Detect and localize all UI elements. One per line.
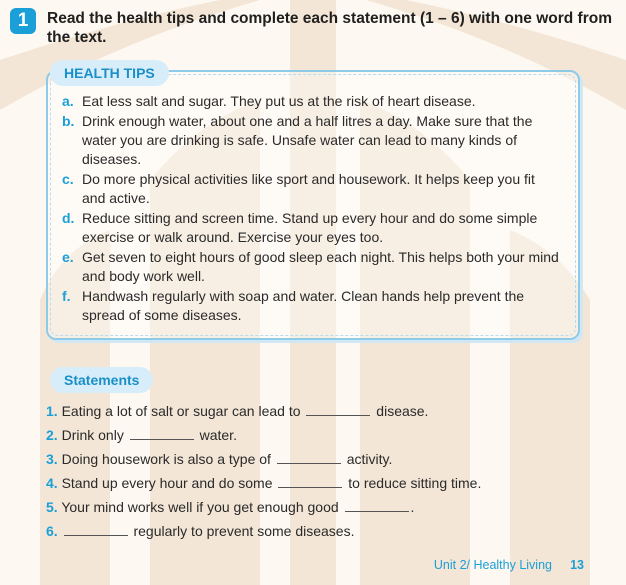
answer-blank[interactable] bbox=[278, 474, 342, 488]
tip-letter: c. bbox=[62, 171, 74, 187]
tip-text: Do more physical activities like sport and housework. It helps keep you fit and active. bbox=[82, 171, 535, 206]
statement-item-6 bbox=[46, 521, 606, 545]
tip-item-f bbox=[62, 287, 562, 325]
statements-list bbox=[46, 401, 606, 545]
answer-blank[interactable] bbox=[345, 498, 409, 512]
statement-text-after: activity. bbox=[346, 451, 393, 467]
tip-letter: f. bbox=[62, 288, 71, 304]
tip-letter: e. bbox=[62, 249, 74, 265]
statement-number: 3. bbox=[46, 451, 58, 467]
tip-text: Get seven to eight hours of good sleep each night. This helps both your mind and body work well. bbox=[82, 249, 559, 284]
answer-blank[interactable] bbox=[306, 402, 370, 416]
answer-blank[interactable] bbox=[277, 450, 341, 464]
statement-text-before: Doing housework is also a type of bbox=[61, 451, 271, 467]
footer-unit-label: Unit 2/ Healthy Living bbox=[433, 558, 552, 572]
statement-number: 5. bbox=[46, 499, 58, 515]
health-tips-label: HEALTH TIPS bbox=[50, 60, 169, 86]
tip-letter: a. bbox=[62, 93, 74, 109]
statement-text-after: . bbox=[410, 499, 415, 515]
statement-item-2 bbox=[46, 425, 606, 449]
statement-text-after: disease. bbox=[376, 403, 429, 419]
statement-item-4 bbox=[46, 473, 606, 497]
tip-text: Drink enough water, about one and a half litres a day. Make sure that the water you are drinking is safe. Unsafe water can lead to many kinds of diseases. bbox=[82, 113, 533, 167]
tip-item-a bbox=[62, 92, 562, 111]
exercise-number-badge: 1 bbox=[10, 8, 36, 34]
tip-item-c bbox=[62, 170, 562, 208]
answer-blank[interactable] bbox=[64, 522, 128, 536]
statement-text-before: Your mind works well if you get enough good bbox=[61, 499, 339, 515]
tip-letter: d. bbox=[62, 210, 75, 226]
statement-text-before: Drink only bbox=[61, 427, 124, 443]
statement-item-3 bbox=[46, 449, 606, 473]
health-tips-list bbox=[62, 92, 562, 326]
statement-number: 2. bbox=[46, 427, 58, 443]
statement-number: 4. bbox=[46, 475, 58, 491]
statement-item-5 bbox=[46, 497, 606, 521]
statement-text-before: Eating a lot of salt or sugar can lead to bbox=[61, 403, 301, 419]
statement-text-after: water. bbox=[199, 427, 237, 443]
tip-item-b bbox=[62, 112, 562, 169]
tip-letter: b. bbox=[62, 113, 75, 129]
exercise-instruction: Read the health tips and complete each statement (1 – 6) with one word from the text. bbox=[47, 10, 612, 46]
statements-label: Statements bbox=[50, 367, 153, 393]
tip-text: Eat less salt and sugar. They put us at the risk of heart disease. bbox=[82, 93, 476, 109]
statement-text-before: Stand up every hour and do some bbox=[61, 475, 273, 491]
page-number: 13 bbox=[570, 558, 584, 572]
statement-text-after: regularly to prevent some diseases. bbox=[133, 523, 355, 539]
statement-text-after: to reduce sitting time. bbox=[348, 475, 482, 491]
tip-item-e bbox=[62, 248, 562, 286]
statement-item-1 bbox=[46, 401, 606, 425]
statement-number: 6. bbox=[46, 523, 58, 539]
statement-number: 1. bbox=[46, 403, 58, 419]
tip-item-d bbox=[62, 209, 562, 247]
answer-blank[interactable] bbox=[130, 426, 194, 440]
tip-text: Handwash regularly with soap and water. Clean hands help prevent the spread of some diseases. bbox=[82, 288, 525, 323]
tip-text: Reduce sitting and screen time. Stand up every hour and do some simple exercise or walk around. Exercise your eyes too. bbox=[82, 210, 538, 245]
